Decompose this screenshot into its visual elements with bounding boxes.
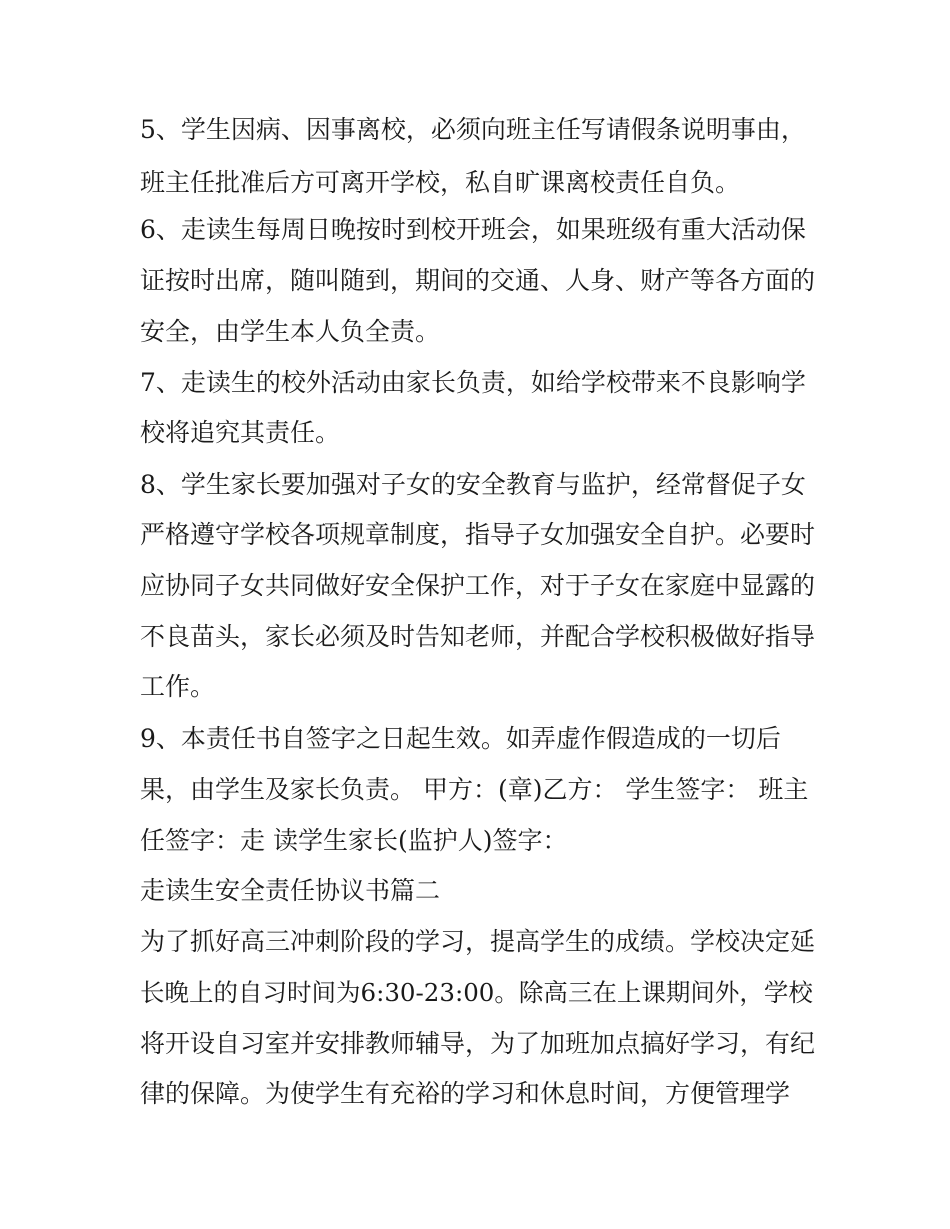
text-line: 5、学生因病、因事离校，必须向班主任写请假条说明事由， (140, 115, 806, 144)
text-line: 7、走读生的校外活动由家长负责，如给学校带来不良影响学 (140, 368, 806, 397)
text-line: 8、学生家长要加强对子女的安全教育与监护，经常督促子女 (140, 470, 806, 499)
text-line: 班主任批准后方可离开学校，私自旷课离校责任自负。 (140, 168, 741, 197)
text-line: 严格遵守学校各项规章制度，指导子女加强安全自护。必要时 (140, 520, 816, 549)
text-line: 任签字：走 读学生家长(监护人)签字： (140, 826, 568, 855)
text-line: 果，由学生及家长负责。 甲方：(章)乙方： 学生签字： 班主 (140, 775, 809, 804)
text-line: 校将追究其责任。 (140, 418, 341, 447)
text-line: 将开设自习室并安排教师辅导，为了加班加点搞好学习，有纪 (140, 1029, 816, 1058)
text-line: 长晚上的自习时间为6:30-23:00。除高三在上课期间外，学校 (140, 978, 813, 1007)
text-line: 为了抓好高三冲刺阶段的学习，提高学生的成绩。学校决定延 (140, 927, 816, 956)
text-line: 律的保障。为使学生有充裕的学习和休息时间，方便管理学 (140, 1079, 791, 1108)
text-line: 安全，由学生本人负全责。 (140, 317, 441, 346)
text-line: 工作。 (140, 672, 216, 701)
text-line: 证按时出席，随叫随到，期间的交通、人身、财产等各方面的 (140, 266, 816, 295)
section-heading: 走读生安全责任协议书篇二 (140, 876, 441, 905)
text-line: 9、本责任书自签字之日起生效。如弄虚作假造成的一切后 (140, 724, 781, 753)
text-line: 应协同子女共同做好安全保护工作，对于子女在家庭中显露的 (140, 571, 816, 600)
text-line: 不良苗头，家长必须及时告知老师，并配合学校积极做好指导 (140, 622, 816, 651)
text-line: 6、走读生每周日晚按时到校开班会，如果班级有重大活动保 (140, 215, 806, 244)
